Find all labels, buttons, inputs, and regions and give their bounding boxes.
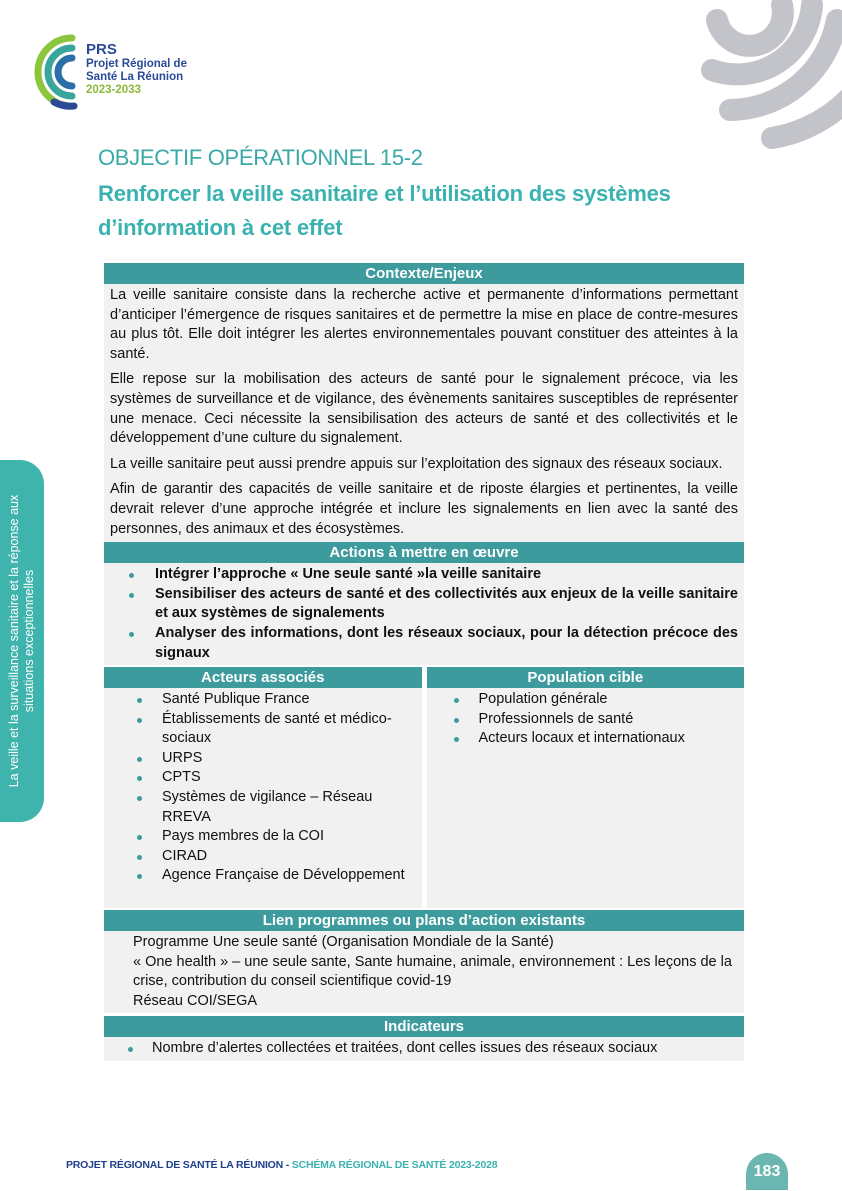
indicators-header: Indicateurs: [104, 1016, 744, 1037]
context-body: [104, 284, 744, 542]
prs-logo: [24, 30, 204, 110]
actors-population-row: [104, 667, 744, 908]
indicator-item: Nombre d’alertes collectées et traitées, dont celles issues des réseaux sociaux: [152, 1039, 744, 1059]
actor-item: CIRAD: [162, 847, 407, 867]
actions-header: Actions à mettre en œuvre: [104, 542, 744, 563]
population-body: [427, 688, 745, 908]
actors-body: [104, 688, 422, 908]
decorative-arcs-icon: [692, 0, 842, 160]
population-item: Population générale: [479, 690, 745, 710]
actor-item: Agence Française de Développement: [162, 866, 407, 886]
population-item: Acteurs locaux et internationaux: [479, 729, 745, 749]
links-header: Lien programmes ou plans d’action existants: [104, 910, 744, 931]
population-item: Professionnels de santé: [479, 710, 745, 730]
chapter-side-tab: [0, 460, 44, 822]
actions-body: [104, 563, 744, 665]
actors-column: [104, 667, 422, 908]
link-line: Réseau COI/SEGA: [133, 992, 258, 1009]
objective-label: OBJECTIF OPÉRATIONNEL 15-2: [98, 145, 423, 170]
context-paragraph: La veille sanitaire peut aussi prendre appuis sur l’exploitation des signaux des réseaux sociaux.: [110, 455, 723, 472]
page-footer: [66, 1159, 497, 1171]
logo-line2: Santé La Réunion: [86, 71, 184, 83]
prs-logo-icon: [24, 30, 84, 110]
page-number: 183: [746, 1153, 788, 1190]
links-body: [104, 931, 744, 1013]
actor-item: Santé Publique France: [162, 690, 407, 710]
logo-acronym: PRS: [86, 41, 117, 58]
population-header: Population cible: [427, 667, 745, 688]
actor-item: URPS: [162, 749, 407, 769]
actors-header: Acteurs associés: [104, 667, 422, 688]
action-item: Analyser des informations, dont les réseaux sociaux, pour la détection précoce des signaux: [155, 624, 738, 663]
actor-item: Pays membres de la COI: [162, 827, 407, 847]
link-line: Programme Une seule santé (Organisation Mondiale de la Santé): [133, 934, 554, 951]
logo-line1: Projet Régional de: [86, 58, 187, 70]
actor-item: Établissements de santé et médico-sociaux: [162, 710, 407, 749]
logo-years: 2023-2033: [86, 84, 141, 96]
objective-table: [104, 263, 744, 1061]
context-paragraph: Elle repose sur la mobilisation des acteurs de santé pour le signalement précoce, via les systèmes de surveillance et de vigilance, des évènements sanitaires susceptibles de représenter une menace. Ceci nécessite la sensibilisation des acteurs de santé et des collectivités et le développement d’une culture du signalement.: [110, 371, 738, 447]
chapter-side-tab-label: La veille et la surveillance sanitaire et la réponse aux situations exceptionnelles: [7, 494, 36, 788]
context-header: Contexte/Enjeux: [104, 263, 744, 284]
footer-project: PROJET RÉGIONAL DE SANTÉ LA RÉUNION -: [66, 1159, 292, 1171]
actor-item: Systèmes de vigilance – Réseau RREVA: [162, 788, 407, 827]
objective-title: Renforcer la veille sanitaire et l’utilisation des systèmes d’information à cet effet: [98, 181, 671, 240]
link-line: « One health » – une seule sante, Sante humaine, animale, environnement : Les leçons de la crise, contribution du conseil scientifique covid-19: [133, 953, 732, 990]
population-column: [427, 667, 745, 908]
actor-item: CPTS: [162, 768, 407, 788]
indicators-body: [104, 1037, 744, 1061]
context-paragraph: Afin de garantir des capacités de veille sanitaire et de riposte élargies et pertinentes, la veille devrait relever d’une approche intégrée et inclure les signalements en lien avec la santé des personnes, des animaux et des écosystèmes.: [110, 481, 738, 537]
action-item: Sensibiliser des acteurs de santé et des collectivités aux enjeux de la veille sanitaire et aux systèmes de signalements: [155, 585, 738, 624]
context-paragraph: La veille sanitaire consiste dans la recherche active et permanente d’informations permettant d’anticiper l’émergence de risques sanitaires et de permettre la mise en place de contre-mesures au plus tôt. Elle doit intégrer les alertes environnementales pouvant constituer des atteintes à la santé.: [110, 287, 738, 362]
action-item: Intégrer l’approche « Une seule santé »la veille sanitaire: [155, 565, 738, 585]
footer-schema: SCHÉMA RÉGIONAL DE SANTÉ 2023-2028: [291, 1159, 498, 1171]
